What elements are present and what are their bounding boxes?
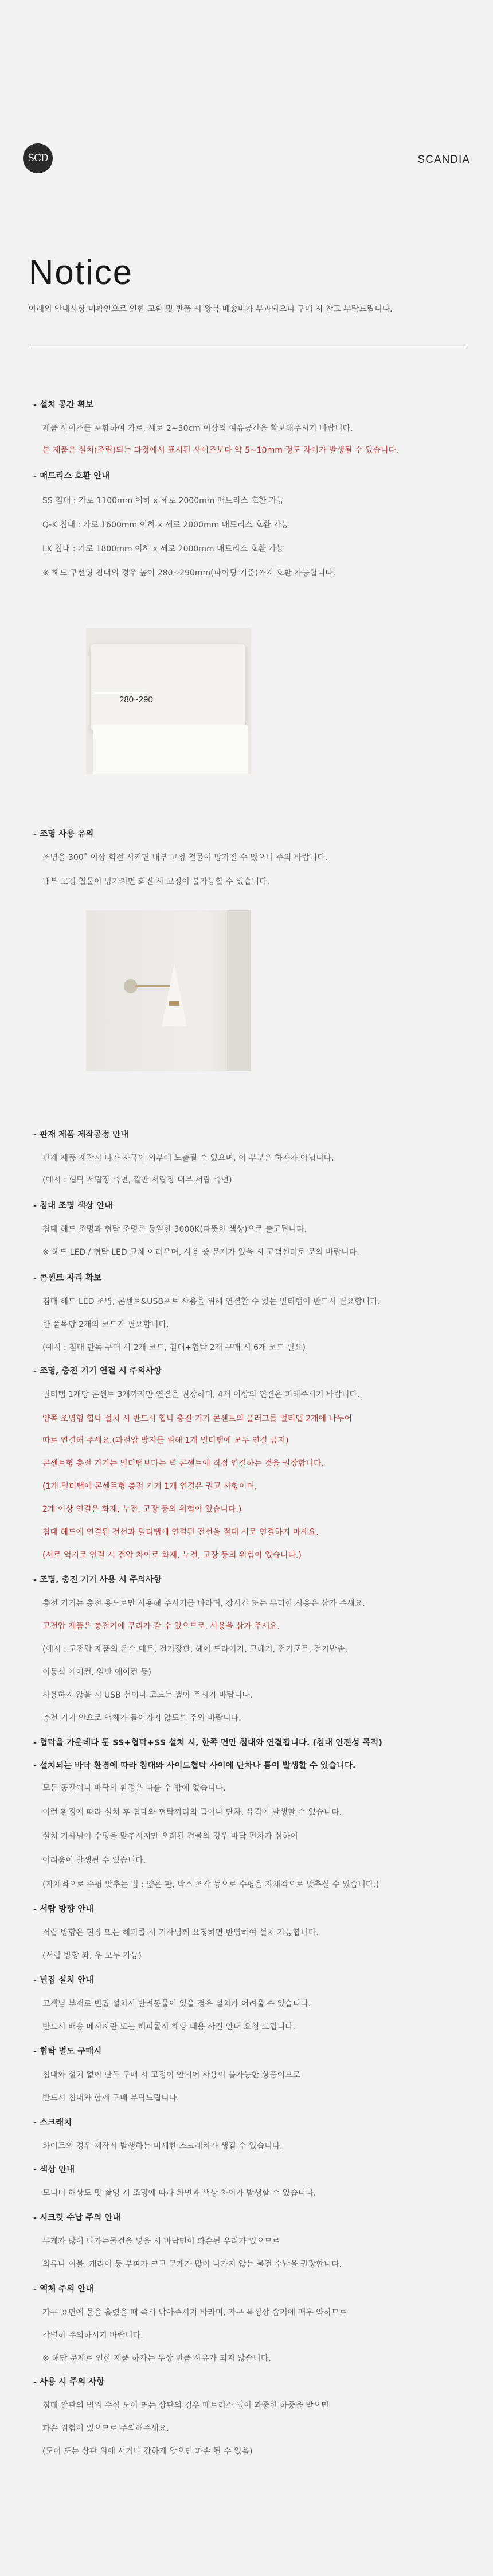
- section-heading: - 사용 시 주의 사항: [33, 2377, 105, 2387]
- section-text: 어려움이 발생될 수 있습니다.: [42, 1856, 146, 1865]
- section-text: ※ 헤드 쿠션형 침대의 경우 높이 280~290mm(파이핑 기준)까지 호환 가능합니다.: [42, 569, 336, 578]
- section-heading: - 설치 공간 확보: [33, 400, 94, 410]
- section-heading: - 판재 제품 제작공정 안내: [33, 1130, 129, 1139]
- section-text-warning: 침대 헤드에 연결된 전선과 멀티탭에 연결된 전선을 절대 서로 연결하지 마세요.: [42, 1528, 319, 1537]
- section-text: 이런 환경에 따라 설치 후 침대와 협탁끼리의 틈이나 단차, 유격이 발생할 수 있습니다.: [42, 1808, 342, 1817]
- section-text: 설치 기사님이 수평을 맞추시지만 오래된 건물의 경우 바닥 편차가 심하여: [42, 1832, 298, 1841]
- section-text: 화이트의 경우 제작시 발생하는 미세한 스크래치가 생길 수 있습니다.: [42, 2142, 283, 2151]
- section-text-warning: 본 제품은 설치(조립)되는 과정에서 표시된 사이즈보다 약 5~10mm 정도 차이가 발생될 수 있습니다.: [42, 446, 399, 455]
- section-text: (예시 : 고전압 제품의 온수 매트, 전기장판, 헤어 드라이기, 고데기, 전기포트, 전기밥솥,: [42, 1645, 348, 1654]
- section-text: (도어 또는 상판 위에 서거나 강하게 앉으면 파손 될 수 있음): [42, 2447, 253, 2456]
- section-text: 사용하지 않을 시 USB 선이나 코드는 뽑아 주시기 바랍니다.: [42, 1691, 253, 1700]
- section-text: 모든 공간이나 바닥의 환경은 다를 수 밖에 없습니다.: [42, 1784, 226, 1793]
- section-heading: - 스크래치: [33, 2118, 72, 2127]
- section-text: 침대 깔판의 범위 수십 도어 또는 상판의 경우 매트리스 없이 과중한 하중을 받으면: [42, 2401, 329, 2410]
- section-text: 가구 표면에 물을 흘렸을 때 즉시 닦아주시기 바라며, 가구 특성상 습기에 매우 약하므로: [42, 2308, 347, 2317]
- section-text: LK 침대 : 가로 1800mm 이하 x 세로 2000mm 매트리스 호환 가능: [42, 544, 284, 554]
- section-heading: - 조명 사용 유의: [33, 830, 94, 839]
- section-text-warning: 2개 이상 연결은 화재, 누전, 고장 등의 위험이 있습니다.): [42, 1505, 242, 1514]
- section-text: ※ 해당 문제로 인한 제품 하자는 무상 반품 사유가 되지 않습니다.: [42, 2354, 271, 2363]
- section-text: 충전 기기는 충전 용도로만 사용해 주시기를 바라며, 장시간 또는 무리한 사용은 삼가 주세요.: [42, 1599, 365, 1608]
- section-heading: - 설치되는 바닥 환경에 따라 침대와 사이드협탁 사이에 단차나 틈이 발생할 수 있습니다.: [33, 1761, 356, 1770]
- section-text-warning: (서로 억지로 연결 시 전압 차이로 화재, 누전, 고장 등의 위험이 있습니다.): [42, 1551, 302, 1560]
- section-heading: - 조명, 충전 기기 사용 시 주의사항: [33, 1575, 162, 1585]
- section-heading: - 조명, 충전 기기 연결 시 주의사항: [33, 1367, 162, 1376]
- section-text: 각별히 주의하시기 바랍니다.: [42, 2331, 143, 2340]
- section-text: 서랍 방향은 현장 또는 해피콜 시 기사님께 요청하면 반영하여 설치 가능합니다.: [42, 1928, 319, 1937]
- section-text: Q-K 침대 : 가로 1600mm 이하 x 세로 2000mm 매트리스 호환 가능: [42, 520, 289, 530]
- section-text: 무게가 많이 나가는물건을 넣을 시 바닥면이 파손될 우려가 있으므로: [42, 2237, 280, 2246]
- section-text-warning: 따로 연결해 주세요.(과전압 방지를 위해 1개 멀티탭에 모두 연결 금지): [42, 1436, 289, 1445]
- page-title: Notice: [29, 253, 134, 291]
- section-text: 이동식 에어컨, 일반 에어컨 등): [42, 1668, 152, 1677]
- scandia-logo: SCD: [23, 143, 53, 173]
- section-text-warning: 고전압 제품은 충전기에 무리가 갈 수 있으므로, 사용을 삼가 주세요.: [42, 1622, 280, 1631]
- section-heading: - 침대 조명 색상 안내: [33, 1201, 113, 1211]
- page-subtitle: 아래의 안내사항 미확인으로 인한 교환 및 반품 시 왕복 배송비가 부과되오니 구매 시 참고 부탁드립니다.: [29, 305, 393, 314]
- section-text: ※ 헤드 LED / 협탁 LED 교체 어려우며, 사용 중 문제가 있을 시 고객센터로 문의 바랍니다.: [42, 1248, 359, 1257]
- section-text: 고객님 부재로 빈집 설치시 반려동물이 있을 경우 설치가 어려울 수 있습니다.: [42, 1999, 311, 2009]
- section-text: 내부 고정 철물이 망가지면 회전 시 고정이 불가능할 수 있습니다.: [42, 877, 270, 886]
- section-text: (자체적으로 수평 맞추는 법 : 얇은 판, 박스 조각 등으로 수평을 자체적으로 맞추실 수 있습니다.): [42, 1880, 379, 1889]
- section-text: 조명을 300˚ 이상 회전 시키면 내부 고정 철물이 망가질 수 있으니 주의 바랍니다.: [42, 853, 328, 862]
- section-text: 침대와 설치 없이 단독 구매 시 고정이 안되어 사용이 불가능한 상품이므로: [42, 2071, 301, 2080]
- headboard-height-label: 280~290: [119, 695, 153, 705]
- section-text: (예시 : 침대 단독 구매 시 2개 코드, 침대+협탁 2개 구매 시 6개 코드 필요): [42, 1343, 306, 1352]
- section-text: 한 품목당 2개의 코드가 필요합니다.: [42, 1320, 169, 1329]
- section-text-warning: 콘센트형 충전 기기는 멀티탭보다는 벽 콘센트에 직접 연결하는 것을 권장합니다.: [42, 1459, 324, 1468]
- section-text: (서랍 방향 좌, 우 모두 가능): [42, 1951, 142, 1960]
- section-text: 반드시 배송 메시지란 또는 해피콜시 해당 내용 사전 안내 요청 드립니다.: [42, 2022, 296, 2032]
- section-text: SS 침대 : 가로 1100mm 이하 x 세로 2000mm 매트리스 호환 가능: [42, 496, 284, 505]
- section-text: 침대 헤드 조명과 협탁 조명은 동일한 3000K(따뜻한 색상)으로 출고됩니다.: [42, 1225, 307, 1234]
- section-text-warning: (1개 멀티탭에 콘센트형 충전 기기 1개 연결은 권고 사항이며,: [42, 1482, 257, 1491]
- section-text: 제품 사이즈를 포함하여 가로, 세로 2~30cm 이상의 여유공간을 확보해주시기 바랍니다.: [42, 424, 353, 433]
- section-heading: - 서랍 방향 안내: [33, 1905, 94, 1914]
- section-text: 멀티탭 1개당 콘센트 3개까지만 연결을 권장하며, 4개 이상의 연결은 피해주시기 바랍니다.: [42, 1390, 360, 1399]
- section-text: 충전 기기 안으로 액체가 들어가지 않도록 주의 바랍니다.: [42, 1714, 241, 1723]
- section-text: 판재 제품 제작시 타카 자국이 외부에 노출될 수 있으며, 이 부분은 하자가 아닙니다.: [42, 1154, 334, 1163]
- section-text: 의류나 이불, 캐리어 등 부피가 크고 무게가 많이 나가지 않는 물건 수납을 권장합니다.: [42, 2260, 342, 2269]
- section-heading: - 매트리스 호환 안내: [33, 472, 110, 481]
- section-text: 모니터 해상도 및 촬영 시 조명에 따라 화면과 색상 차이가 발생할 수 있습니다.: [42, 2189, 316, 2198]
- section-text: (예시 : 협탁 서랍장 측면, 깔판 서랍장 내부 서랍 측면): [42, 1176, 232, 1185]
- section-heading: - 액체 주의 안내: [33, 2285, 94, 2294]
- bed-headboard-image: [86, 628, 251, 774]
- wall-lamp-image: [86, 910, 251, 1071]
- section-heading: - 협탁 별도 구매시: [33, 2047, 102, 2056]
- section-heading: - 시크릿 수납 주의 안내: [33, 2213, 121, 2223]
- section-text: 침대 헤드 LED 조명, 콘센트&USB포트 사용을 위해 연결할 수 있는 멀티탭이 반드시 필요합니다.: [42, 1297, 381, 1306]
- section-text-warning: 양쪽 조명형 협탁 설치 시 반드시 협탁 충전 기기 콘센트의 플러그를 멀티탭 2개에 나누어: [42, 1414, 353, 1423]
- section-heading: - 빈집 설치 안내: [33, 1976, 94, 1985]
- section-heading: - 협탁을 가운데다 둔 SS+협탁+SS 설치 시, 한쪽 면만 침대와 연결됩니다. (침대 안전성 목적): [33, 1738, 382, 1748]
- section-text: 반드시 침대와 함께 구매 부탁드립니다.: [42, 2094, 179, 2103]
- brand-name: SCANDIA: [417, 154, 470, 166]
- section-heading: - 콘센트 자리 확보: [33, 1274, 102, 1283]
- section-text: 파손 위험이 있으므로 주의해주세요.: [42, 2424, 169, 2433]
- section-heading: - 색상 안내: [33, 2165, 75, 2174]
